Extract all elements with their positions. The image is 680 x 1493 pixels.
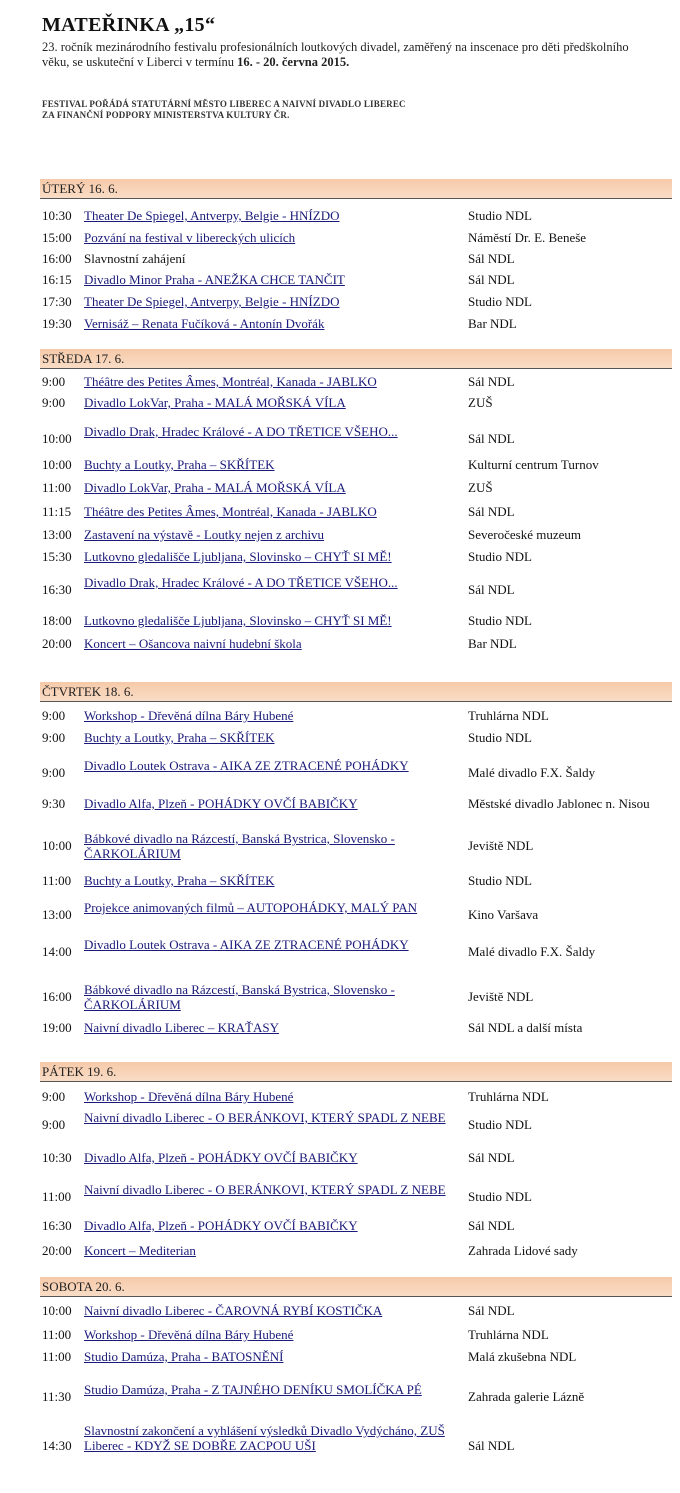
event-time: 16:15 (42, 272, 72, 287)
event-time: 11:00 (42, 1327, 72, 1342)
event-time: 10:00 (42, 838, 72, 853)
event-time: 16:30 (42, 582, 72, 597)
event-time: 15:30 (42, 549, 72, 564)
event-time: 10:30 (42, 1150, 72, 1165)
event-venue: Jeviště NDL (468, 989, 534, 1004)
intro-dates: 16. - 20. června 2015. (237, 55, 350, 69)
day-header: STŘEDA 17. 6. (40, 349, 672, 369)
event-venue: Jeviště NDL (468, 838, 534, 853)
day-section (40, 1062, 672, 1258)
event-link[interactable]: Divadlo Drak, Hradec Králové - A DO TŘETICE VŠEHO... (84, 424, 398, 439)
event-time: 11:00 (42, 1349, 72, 1364)
event-time: 11:00 (42, 873, 72, 888)
event-link[interactable]: Divadlo Alfa, Plzeň - POHÁDKY OVČÍ BABIČKY (84, 1218, 358, 1233)
event-time: 9:30 (42, 796, 66, 811)
event-time: 14:30 (42, 1438, 72, 1453)
event-venue: Severočeské muzeum (468, 527, 581, 542)
event-venue: Malé divadlo F.X. Šaldy (468, 765, 596, 780)
event-time: 10:00 (42, 457, 72, 472)
event-link[interactable]: Vernisáž – Renata Fučíková - Antonín Dvořák (84, 316, 325, 331)
event-link[interactable]: Divadlo Loutek Ostrava - AIKA ZE ZTRACENÉ POHÁDKY (84, 937, 409, 952)
event-venue: Sál NDL (468, 1303, 515, 1318)
event-venue: Studio NDL (468, 294, 532, 309)
event-time: 13:00 (42, 527, 72, 542)
event-venue: Studio NDL (468, 208, 532, 223)
event-time: 11:00 (42, 1189, 72, 1204)
event-venue: Malé divadlo F.X. Šaldy (468, 944, 596, 959)
event-time: 9:00 (42, 1117, 66, 1132)
event-time: 16:00 (42, 251, 72, 266)
event-link[interactable]: Pozvání na festival v libereckých ulicích (84, 230, 296, 245)
event-link[interactable]: Buchty a Loutky, Praha – SKŘÍTEK (84, 457, 275, 472)
day-section (40, 682, 672, 1035)
event-venue: Studio NDL (468, 1117, 532, 1132)
event-time: 10:30 (42, 208, 72, 223)
event-venue: Sál NDL (468, 251, 515, 266)
event-time: 10:00 (42, 431, 72, 446)
day-header: PÁTEK 19. 6. (40, 1062, 672, 1082)
event-venue: Městské divadlo Jablonec n. Nisou (468, 796, 650, 811)
event-venue: Sál NDL (468, 272, 515, 287)
page-title: MATEŘINKA „15“ (42, 14, 216, 36)
event-venue: Studio NDL (468, 730, 532, 745)
event-link[interactable]: Divadlo Alfa, Plzeň - POHÁDKY OVČÍ BABIČKY (84, 796, 358, 811)
event-link[interactable]: Théâtre des Petites Âmes, Montréal, Kanada - JABLKO (84, 504, 377, 519)
event-link[interactable]: Theater De Spiegel, Antverpy, Belgie - HNÍZDO (84, 294, 340, 309)
event-venue: Sál NDL (468, 374, 515, 389)
event-link[interactable]: Divadlo Alfa, Plzeň - POHÁDKY OVČÍ BABIČKY (84, 1150, 358, 1165)
event-link[interactable]: Studio Damúza, Praha - BATOSNĚNÍ (84, 1349, 284, 1364)
event-link[interactable]: Bábkové divadlo na Rázcestí, Banská Bystrica, Slovensko - ČARKOLÁRIUM (84, 831, 395, 861)
event-link[interactable]: Workshop - Dřevěná dílna Báry Hubené (84, 708, 294, 723)
event-link[interactable]: Buchty a Loutky, Praha – SKŘÍTEK (84, 873, 275, 888)
event-venue: Zahrada galerie Lázně (468, 1389, 585, 1404)
event-time: 18:00 (42, 613, 72, 628)
event-link[interactable]: Lutkovno gledališče Ljubljana, Slovinsko – CHYŤ SI MĚ! (84, 549, 392, 564)
event-time: 11:15 (42, 504, 72, 519)
event-link[interactable]: Divadlo LokVar, Praha - MALÁ MOŘSKÁ VÍLA (84, 480, 346, 495)
event-venue: Studio NDL (468, 1189, 532, 1204)
day-header: ČTVRTEK 18. 6. (40, 682, 672, 702)
event-venue: Malá zkušebna NDL (468, 1349, 577, 1364)
event-link[interactable]: Divadlo Loutek Ostrava - AIKA ZE ZTRACENÉ POHÁDKY (84, 758, 409, 773)
event-time: 19:30 (42, 316, 72, 331)
event-link[interactable]: Lutkovno gledališče Ljubljana, Slovinsko – CHYŤ SI MĚ! (84, 613, 392, 628)
event-time: 20:00 (42, 636, 72, 651)
event-time: 9:00 (42, 374, 66, 389)
event-link[interactable]: Divadlo Minor Praha - ANEŽKA CHCE TANČIT (84, 272, 345, 287)
event-time: 11:30 (42, 1389, 72, 1404)
day-section (40, 349, 672, 651)
event-link[interactable]: Koncert – Mediterian (84, 1243, 196, 1258)
event-link[interactable]: Workshop - Dřevěná dílna Báry Hubené (84, 1089, 294, 1104)
event-link[interactable]: Bábkové divadlo na Rázcestí, Banská Bystrica, Slovensko - ČARKOLÁRIUM (84, 982, 395, 1012)
event-venue: Sál NDL (468, 1438, 515, 1453)
event-venue: Bar NDL (468, 636, 517, 651)
event-time: 13:00 (42, 907, 72, 922)
event-name: Slavnostní zahájení (84, 251, 186, 266)
event-link[interactable]: Naivní divadlo Liberec - O BERÁNKOVI, KTERÝ SPADL Z NEBE (84, 1182, 446, 1197)
event-time: 14:00 (42, 944, 72, 959)
event-time: 9:00 (42, 765, 66, 780)
event-venue: Truhlárna NDL (468, 708, 549, 723)
event-link[interactable]: Slavnostní zakončení a vyhlášení výsledků Divadlo Vydýcháno, ZUŠ Liberec - KDYŽ SE DOBŘE ZACPOU UŠI (84, 1423, 445, 1453)
event-venue: ZUŠ (468, 395, 493, 410)
event-time: 16:00 (42, 989, 72, 1004)
event-link[interactable]: Divadlo LokVar, Praha - MALÁ MOŘSKÁ VÍLA (84, 395, 346, 410)
event-venue: Bar NDL (468, 316, 517, 331)
event-venue: Sál NDL (468, 582, 515, 597)
event-venue: Sál NDL a další místa (468, 1020, 583, 1035)
event-venue: Sál NDL (468, 431, 515, 446)
event-link[interactable]: Koncert – Ošancova naivní hudební škola (84, 636, 302, 651)
event-time: 16:30 (42, 1218, 72, 1233)
event-venue: Sál NDL (468, 1218, 515, 1233)
event-venue: Studio NDL (468, 549, 532, 564)
event-link[interactable]: Naivní divadlo Liberec - O BERÁNKOVI, KTERÝ SPADL Z NEBE (84, 1110, 446, 1125)
event-venue: Kulturní centrum Turnov (468, 457, 599, 472)
event-link[interactable]: Theater De Spiegel, Antverpy, Belgie - HNÍZDO (84, 208, 340, 223)
event-time: 9:00 (42, 1089, 66, 1104)
event-link[interactable]: Naivní divadlo Liberec – KRAŤASY (84, 1020, 279, 1035)
event-time: 9:00 (42, 708, 66, 723)
organizer-line-2: ZA FINANČNÍ PODPORY MINISTERSTVA KULTURY ČR. (42, 110, 290, 120)
event-link[interactable]: Divadlo Drak, Hradec Králové - A DO TŘETICE VŠEHO... (84, 575, 398, 590)
intro-prefix: 23. ročník mezinárodního festivalu profesionálních loutkových divadel, zaměřený na inscenace pro děti předškolního věku, se uskuteční v Liberci v termínu (42, 40, 629, 69)
event-venue: Náměstí Dr. E. Beneše (468, 230, 587, 245)
event-link[interactable]: Studio Damúza, Praha - Z TAJNÉHO DENÍKU SMOLÍČKA PÉ (84, 1382, 422, 1397)
event-time: 20:00 (42, 1243, 72, 1258)
organizer-line-1: FESTIVAL POŘÁDÁ STATUTÁRNÍ MĚSTO LIBEREC A NAIVNÍ DIVADLO LIBEREC (42, 99, 406, 109)
day-header: ÚTERÝ 16. 6. (40, 179, 672, 199)
event-venue: Zahrada Lidové sady (468, 1243, 578, 1258)
event-venue: Sál NDL (468, 1150, 515, 1165)
event-time: 11:00 (42, 480, 72, 495)
event-link[interactable]: Projekce animovaných filmů – AUTOPOHÁDKY, MALÝ PAN (84, 900, 418, 915)
event-link[interactable]: Naivní divadlo Liberec - ČAROVNÁ RYBÍ KOSTIČKA (84, 1303, 383, 1318)
event-time: 10:00 (42, 1303, 72, 1318)
event-venue: Truhlárna NDL (468, 1089, 549, 1104)
organizer-note (42, 99, 602, 121)
intro-text (42, 40, 652, 70)
event-venue: Kino Varšava (468, 907, 539, 922)
event-link[interactable]: Workshop - Dřevěná dílna Báry Hubené (84, 1327, 294, 1342)
day-header: SOBOTA 20. 6. (40, 1277, 672, 1297)
event-time: 19:00 (42, 1020, 72, 1035)
day-section (40, 1277, 672, 1453)
event-venue: Sál NDL (468, 504, 515, 519)
event-time: 17:30 (42, 294, 72, 309)
event-time: 9:00 (42, 730, 66, 745)
day-section (40, 179, 672, 331)
event-venue: Truhlárna NDL (468, 1327, 549, 1342)
event-link[interactable]: Buchty a Loutky, Praha – SKŘÍTEK (84, 730, 275, 745)
event-link[interactable]: Théâtre des Petites Âmes, Montréal, Kanada - JABLKO (84, 374, 377, 389)
event-time: 15:00 (42, 230, 72, 245)
event-venue: Studio NDL (468, 613, 532, 628)
event-link[interactable]: Zastavení na výstavě - Loutky nejen z archivu (84, 527, 325, 542)
event-time: 9:00 (42, 395, 66, 410)
event-venue: ZUŠ (468, 480, 493, 495)
event-venue: Studio NDL (468, 873, 532, 888)
